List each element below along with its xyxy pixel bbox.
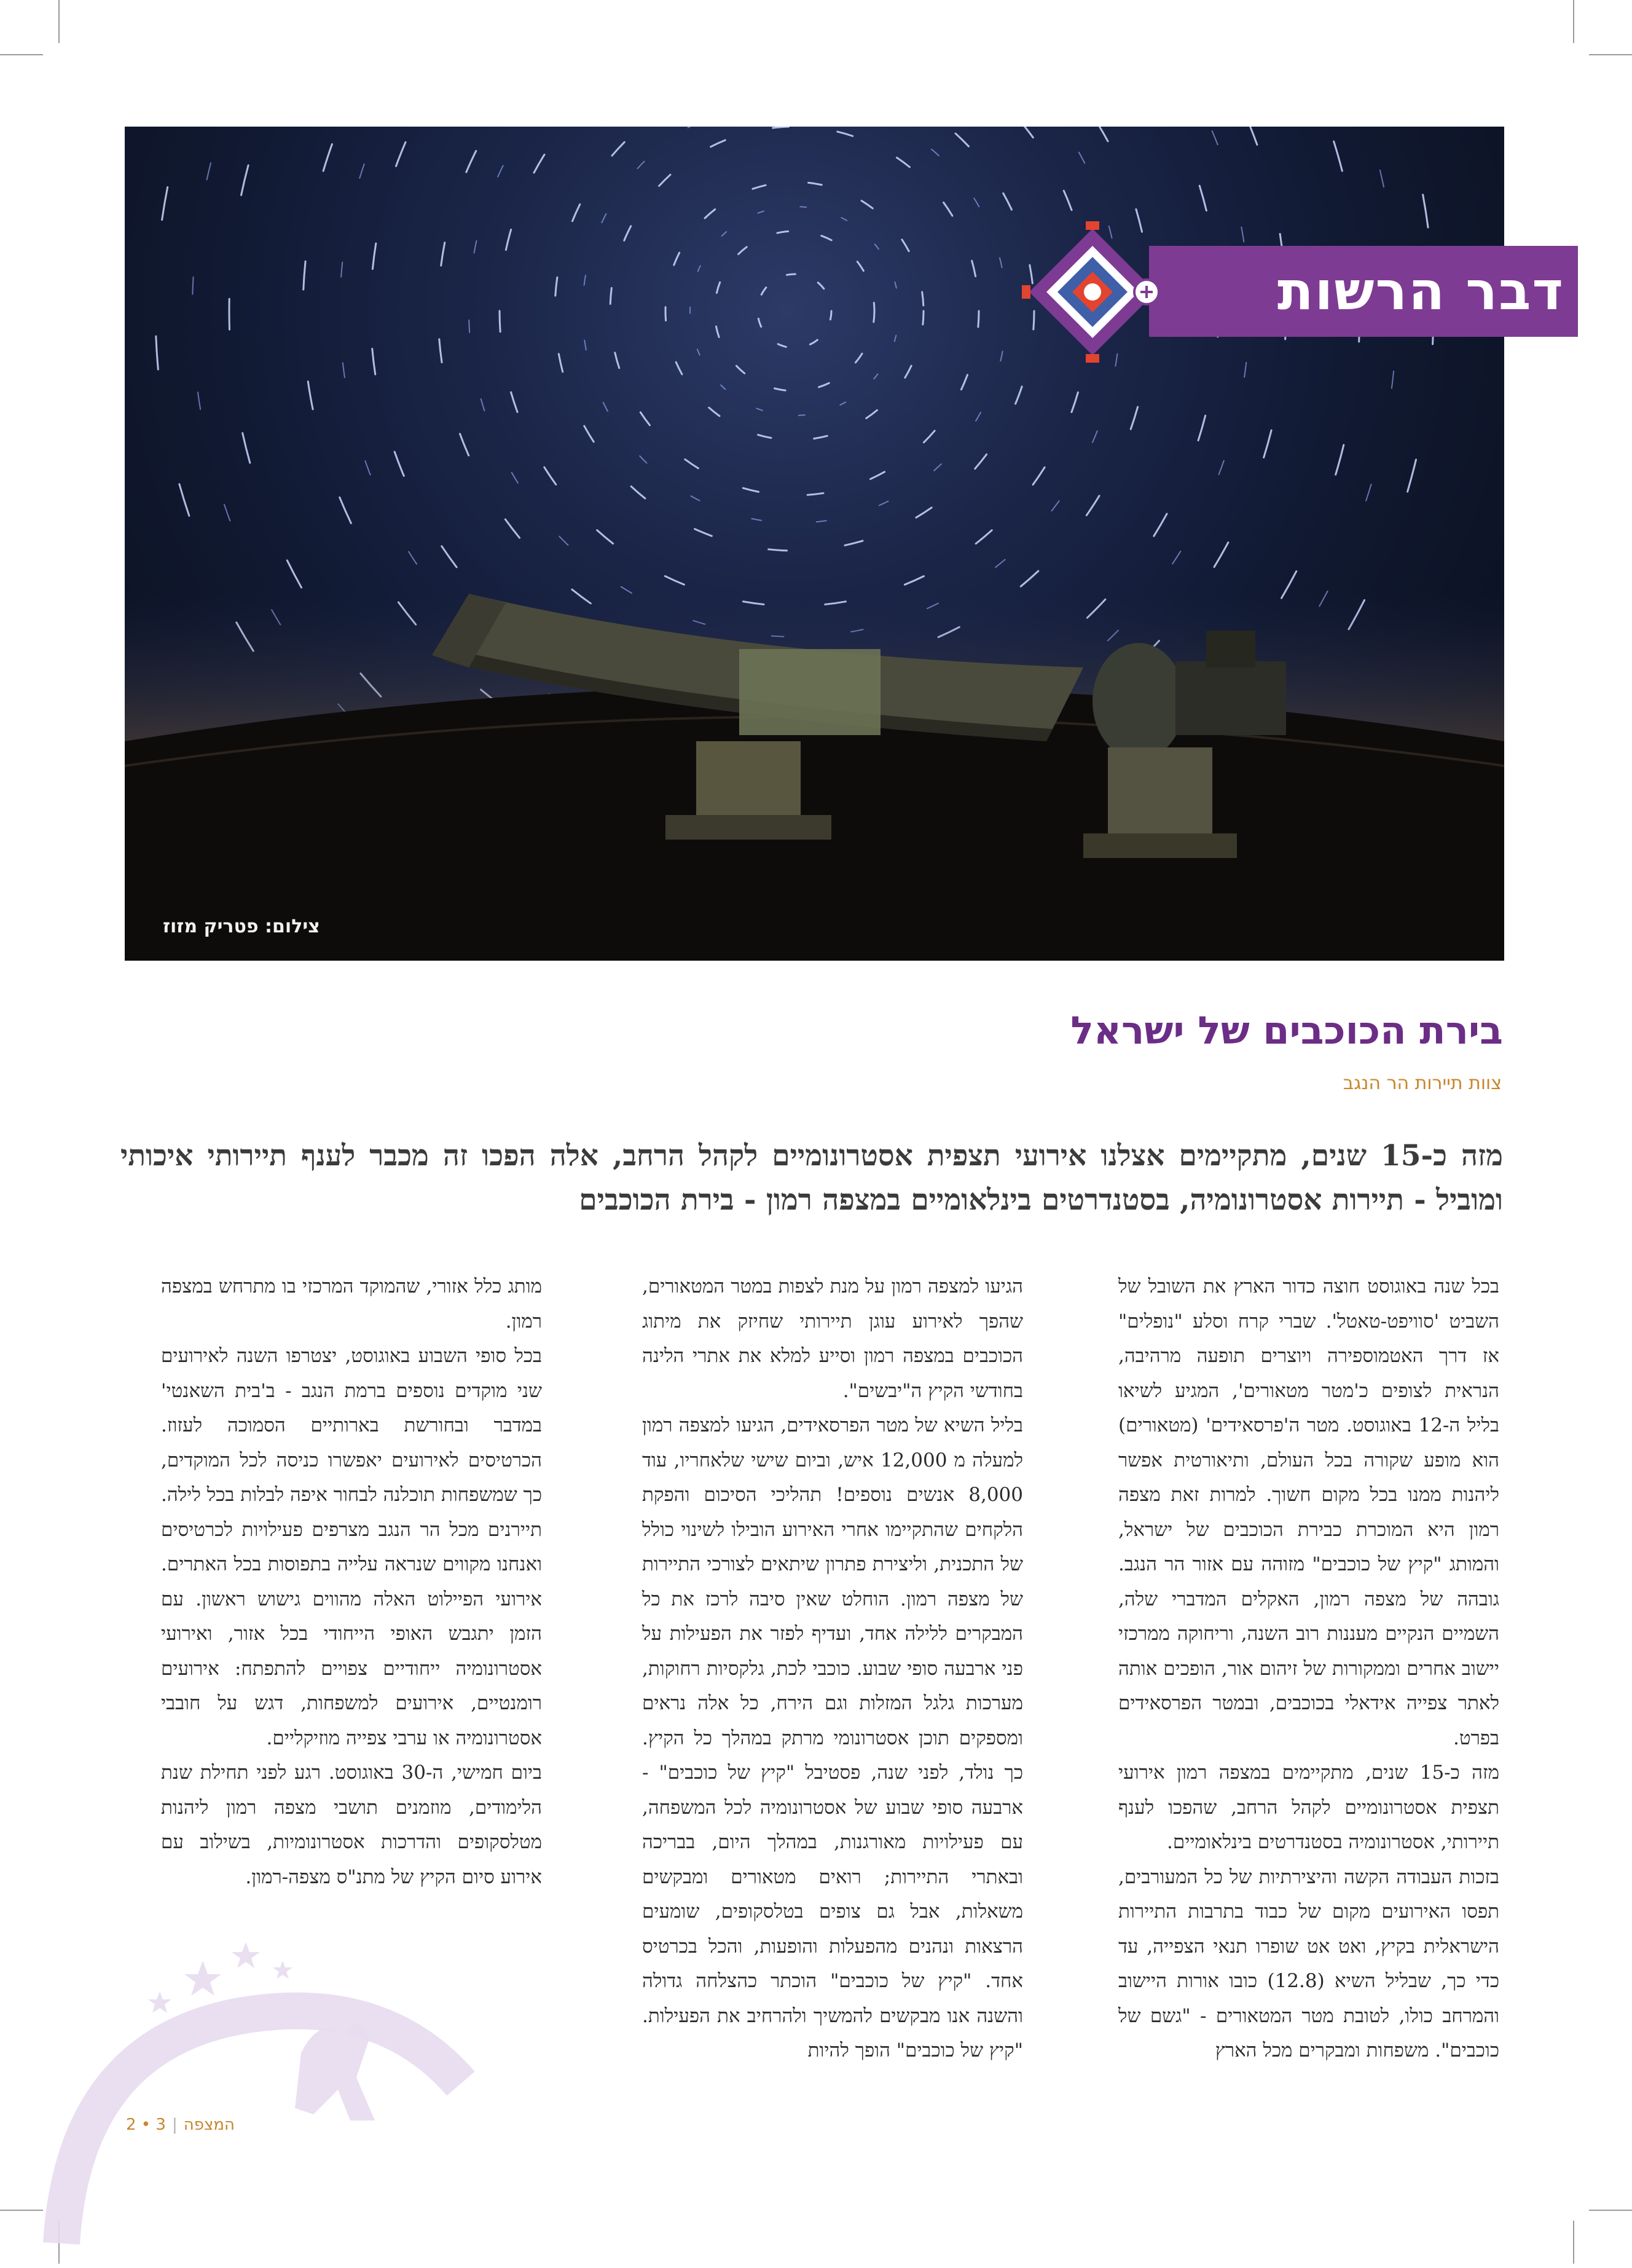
crop-mark	[1589, 54, 1632, 55]
body-column-1	[1118, 1269, 1499, 2068]
crop-mark	[1589, 2210, 1632, 2211]
body-column-2	[642, 1269, 1023, 2068]
ornament-emblem-icon	[1022, 221, 1163, 363]
article-lead: מזה כ-15 שנים, מתקיימים אצלנו אירועי תצפית אסטרונומיים לקהל הרחב, אלה הפכו זה מכבר לענף תיירותי איכותי ומוביל - תיירות אסטרונומיה, בסטנדרטים בינלאומיים במצפה רמון - בירת הכוכבים	[120, 1139, 1503, 1217]
body-paragraph: בזכות העבודה הקשה והיצירתיות של כל המעורבים, תפסו האירועים מקום של כבוד בתרבות התיירות הישראלית בקיץ, ואט אט שופרו תנאי הצפייה, עד כדי כך, שבליל השיא (12.8) כובו אורות היישוב והמרחב כולו, לטובת מטר המטאורים - "גשם של כוכבים". משפחות ומבקרים מכל הארץ	[1118, 1865, 1500, 2061]
body-paragraph: מותג כלל אזורי, שהמוקד המרכזי בו מתרחש במצפה רמון.	[161, 1275, 542, 1333]
body-paragraph: מזה כ-15 שנים, מתקיימים במצפה רמון אירועי תצפית אסטרונומיים לקהל הרחב, שהפכו לענף תיירותי, אסטרונומיה בסטנדרטים בינלאומיים.	[1118, 1762, 1499, 1853]
body-paragraph: בליל השיא של מטר הפרסאידים, הגיעו למצפה רמון למעלה מ 12,000 איש, וביום שישי שלאחריו, עוד 8,000 אנשים נוספים! תהליכי הסיכום והפקת הלקחים שהתקיימו אחרי האירוע הובילו לשינוי כולל של התכנית, וליצירת פתרון שיתאים לצורכי התיירות של מצפה רמון. הוחלט שאין סיבה לרכז את כל המבקרים ללילה אחד, ועדיף לפזר את הפעילות על פני ארבעה סופי שבוע. כוכבי לכת, גלקסיות רחוקות, מערכות גלגל המזלות וגם הירח, כל אלה נראים ומספקים תוכן אסטרונומי מרתק במהלך כל הקיץ. כך נולד, לפני שנה, פסטיבל "קיץ של כוכבים" - ארבעה סופי שבוע של אסטרונומיה לכל המשפחה, עם פעילויות מאורגנות, במהלך היום, בבריכה ובאתרי התיירות; רואים מטאורים ומבקשים משאלות, אבל גם צופים בטלסקופים, שומעים הרצאות ונהנים מהפעלות והופעות, והכל בכרטיס אחד. "קיץ של כוכבים" הוכתר כהצלחה גדולה והשנה אנו מבקשים להמשיך ולהרחיב את הפעילות. "קיץ של כוכבים" הופך להיות	[642, 1414, 1023, 2061]
crop-mark	[1573, 0, 1574, 43]
body-column-3	[161, 1269, 542, 1894]
section-banner	[1149, 246, 1578, 337]
page-folio: המצפה|3 • 2	[126, 2116, 235, 2134]
section-title: דבר הרשות	[1277, 261, 1564, 322]
body-paragraph: בכל שנה באוגוסט חוצה כדור הארץ את השובל של השביט 'סוויפט-טאטל'. שברי קרח וסלע "נופלים" אז דרך האטמוספירה ויוצרים תופעה מרהיבה, הנראית לצופים כ'מטר מטאורים', המגיע לשיאו בליל ה-12 באוגוסט. מטר ה'פרסאידים' (מטאורים) הוא מופע שקורה בכל העולם, ותיאורטית אפשר ליהנות ממנו בכל מקום חשוך. למרות זאת מצפה רמון היא המוכרת כבירת הכוכבים של ישראל, והמותג "קיץ של כוכבים" מזוהה עם אזור הר הנגב. גובהה של מצפה רמון, האקלים המדברי שלה, השמיים הנקיים מעננות רוב השנה, וריחוקה ממרכזי יישוב אחרים וממקורות של זיהום אור, הופכים אותה לאתר צפייה אידאלי בכוכבים, ובמטר הפרסאידים בפרט.	[1118, 1275, 1500, 1749]
crop-mark	[0, 54, 43, 55]
magazine-name: המצפה	[183, 2116, 235, 2134]
photo-credit: צילום: פטריק מזוז	[163, 916, 320, 937]
crop-mark	[58, 0, 60, 43]
page-numbers: 3 • 2	[126, 2116, 166, 2134]
body-paragraph: הגיעו למצפה רמון על מנת לצפות במטר המטאורים, שהפך לאירוע עוגן תיירותי שחיזק את מיתוג הכוכבים במצפה רמון וסייע למלא את אתרי הלינה בחודשי הקיץ ה"יבשים".	[642, 1275, 1023, 1402]
body-paragraph: ביום חמישי, ה-30 באוגוסט. רגע לפני תחילת שנת הלימודים, מוזמנים תושבי מצפה רמון ליהנות מטלסקופים והדרכות אסטרונומיות, בשילוב עם אירוע סיום הקיץ של מתנ"ס מצפה-רמון.	[161, 1762, 542, 1888]
body-paragraph: בכל סופי השבוע באוגוסט, יצטרפו השנה לאירועים שני מוקדים נוספים ברמת הנגב - ב'בית השאנטי' במדבר ובחורשת בארותיים הסמוכה לעזוז. הכרטיסים לאירועים יאפשרו כניסה לכל המוקדים, כך שמשפחות תוכלנה לבחור איפה לבלות בכל לילה. תיירנים מכל הר הנגב מצרפים פעילויות לכרטיסים ואנחנו מקווים שנראה עלייה בתפוסות בכל האתרים. אירועי הפיילוט האלה מהווים גישוש ראשון. עם הזמן יתגבש האופי הייחודי בכל אזור, ואירועי אסטרונומיה ייחודיים צפויים להתפתח: אירועים רומנטיים, אירועים למשפחות, דגש על חובבי אסטרונומיה או ערבי צפייה מוזיקליים.	[161, 1345, 542, 1749]
article-title: בירת הכוכבים של ישראל	[1070, 1008, 1503, 1053]
magazine-logo-watermark	[37, 1924, 479, 2268]
crop-mark	[1573, 2221, 1574, 2264]
article-byline: צוות תיירות הר הנגב	[1343, 1073, 1502, 1094]
